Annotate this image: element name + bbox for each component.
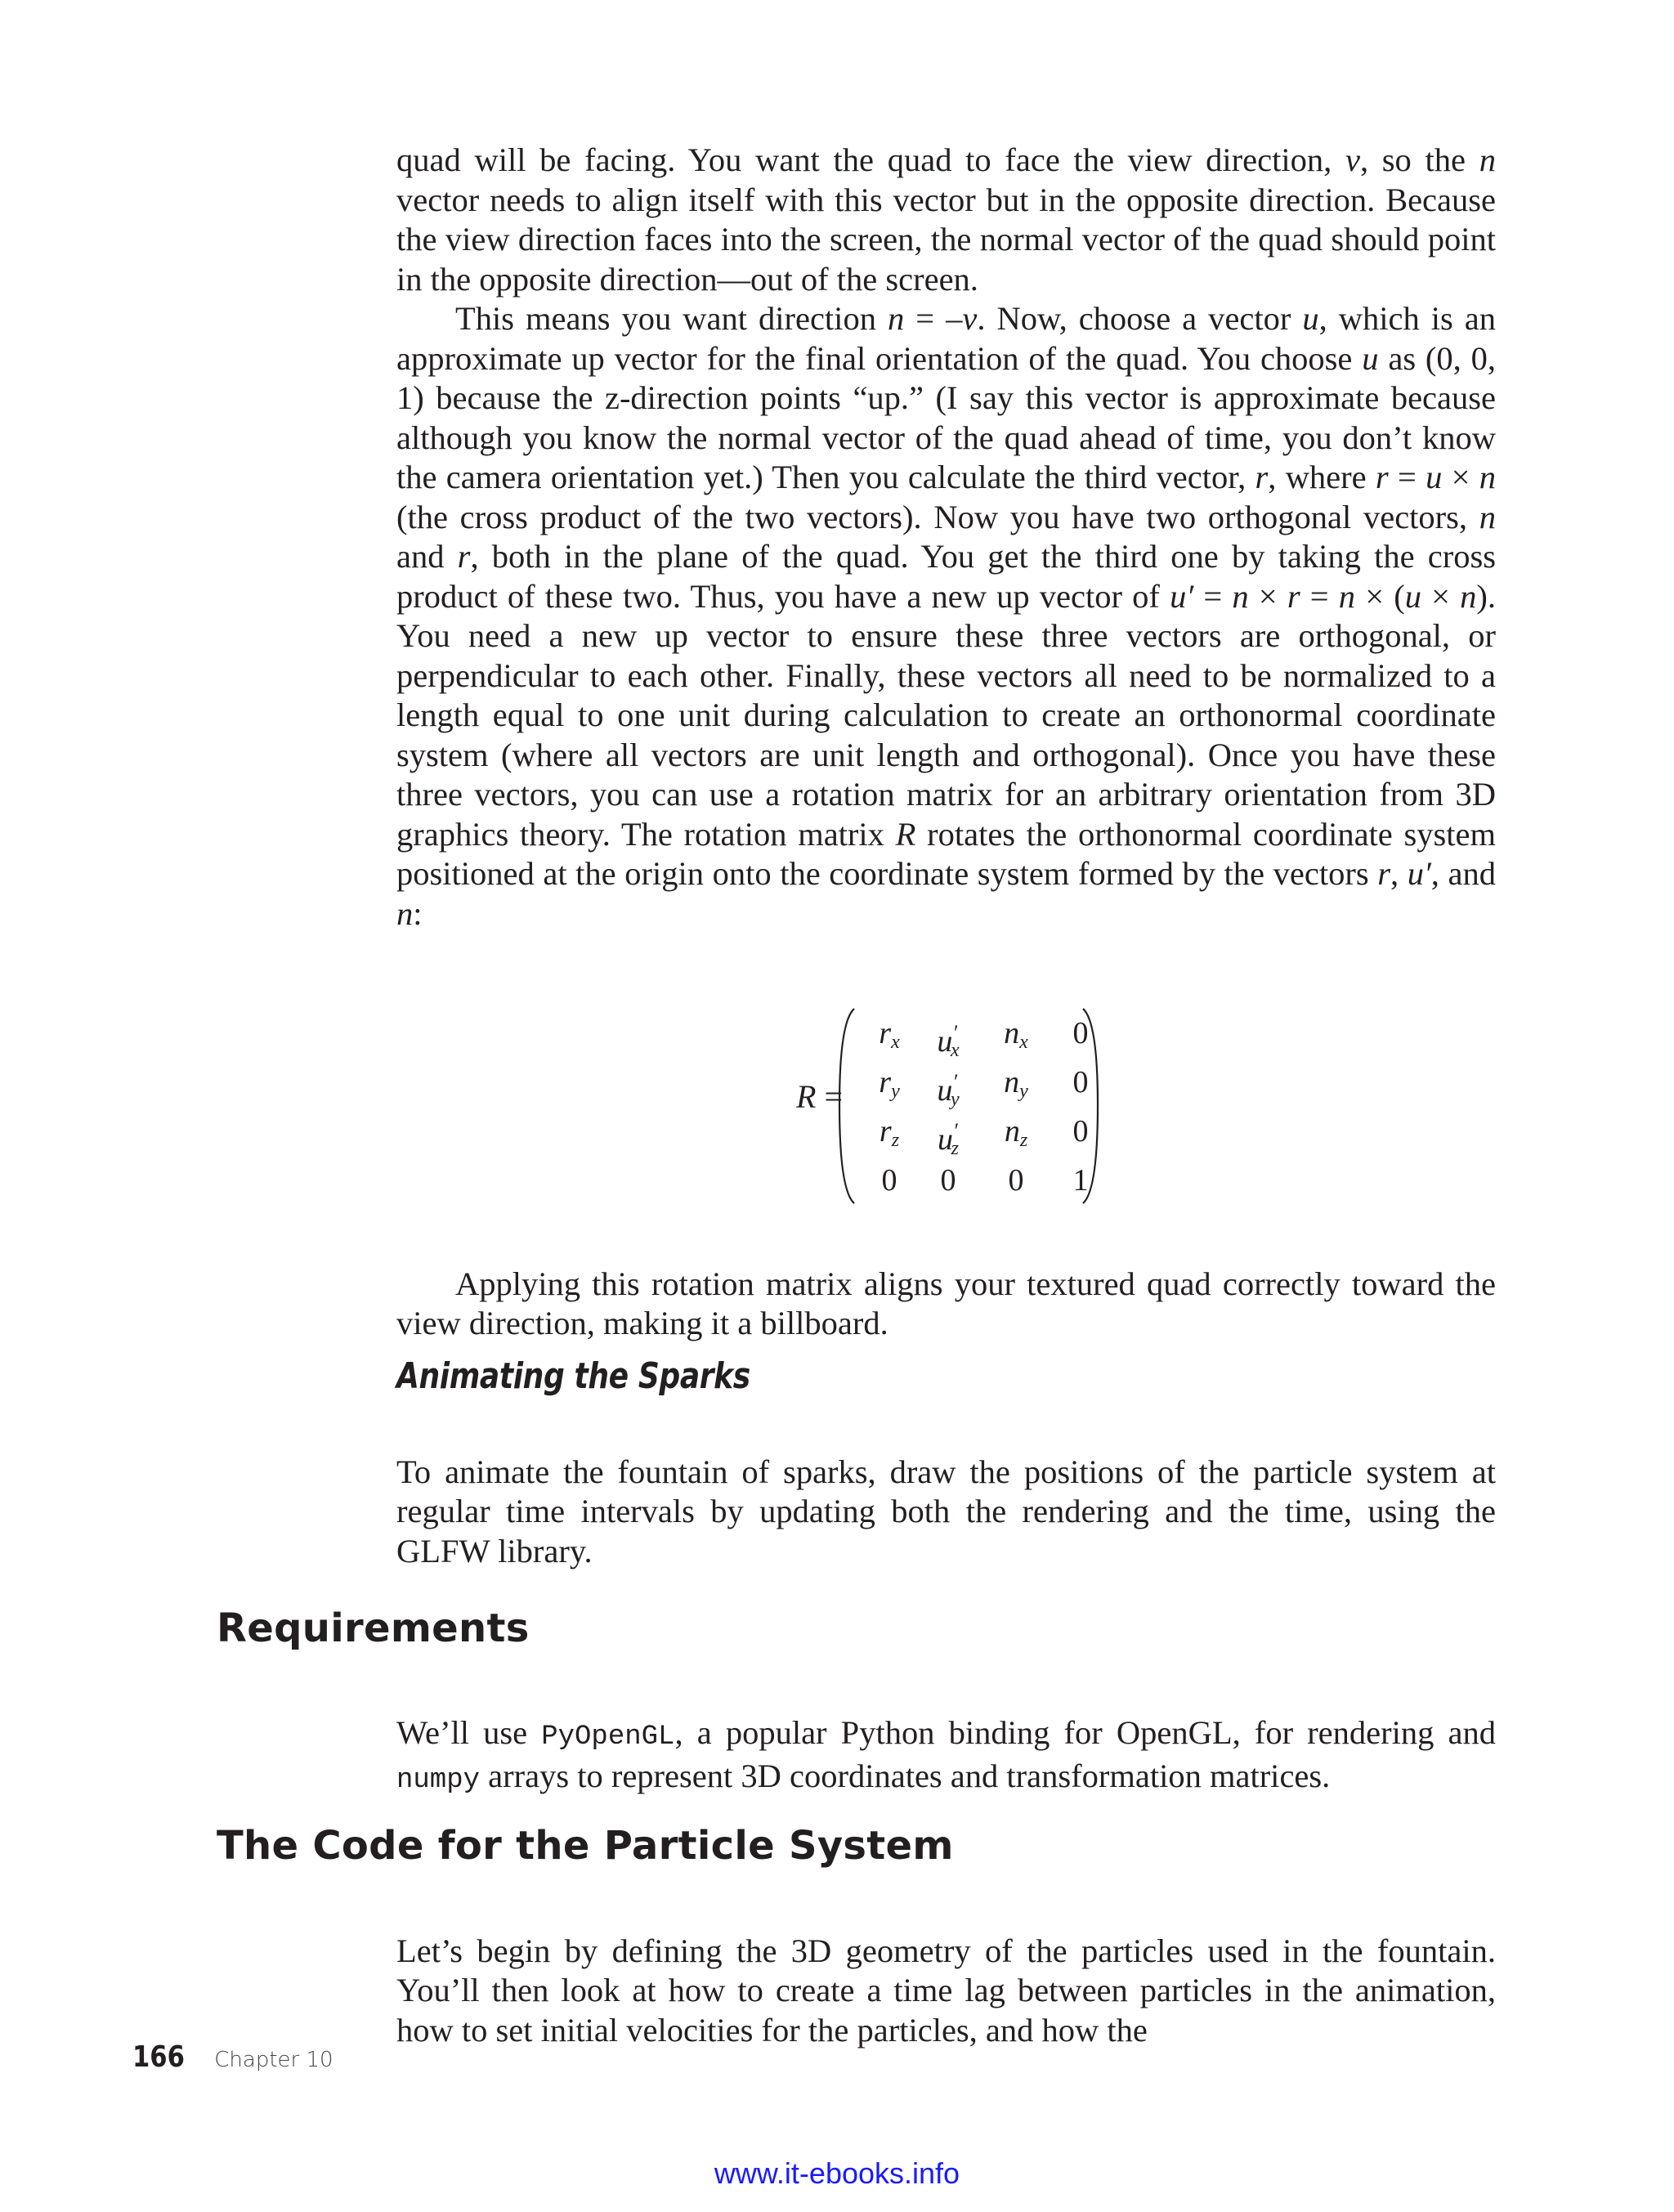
equals-sign: = [824, 1078, 843, 1115]
matrix-cell-r3c2: $u'_z$ [937, 1119, 960, 1159]
rotation-matrix [838, 1005, 1099, 1206]
matrix-cell-r3c4: 0 [1072, 1114, 1089, 1149]
text-run: , and [1430, 855, 1496, 892]
matrix-cell-r2c1: $r_y$ [879, 1065, 900, 1102]
chapter-label: Chapter 10 [214, 2048, 333, 2072]
matrix-cell-r4c3: 0 [1008, 1163, 1024, 1198]
matrix-cell-r1c3: $n_x$ [1004, 1016, 1028, 1053]
math-u: u [1404, 577, 1421, 615]
math-r: r [1287, 577, 1300, 615]
text-run: , where [1268, 459, 1376, 495]
watermark-url[interactable]: www.it-ebooks.info [714, 2156, 960, 2190]
code-pyopengl: PyOpenGL [541, 1721, 675, 1753]
matrix-cell-r2c2: $u'_y$ [937, 1070, 960, 1110]
matrix-cell-r1c4: 0 [1072, 1016, 1089, 1050]
math-n: n [1460, 577, 1477, 615]
text-run: , so the [1359, 141, 1479, 178]
math-n: n [396, 894, 414, 932]
text-run: × [1442, 459, 1479, 495]
matrix-cell-r1c2: $u'_x$ [937, 1021, 960, 1061]
text-run: = – [904, 300, 963, 337]
text-run: vector needs to align itself with this vector but in the opposite direction. Because the view direction faces into the screen, the normal vector of the quad should point in the opposite direction—out of the screen. [396, 181, 1496, 298]
paragraph-direction [396, 299, 1496, 934]
text-run: × [1421, 577, 1461, 615]
text-run: : [413, 894, 423, 932]
text-run: , [1390, 855, 1408, 892]
text-run: . Now, choose a vector [977, 300, 1303, 337]
math-u: u [1302, 300, 1319, 337]
left-paren [839, 1009, 854, 1203]
matrix-label [796, 1077, 843, 1116]
text-run: = [1193, 577, 1233, 615]
text-run: × [1248, 577, 1287, 615]
page-footer [132, 2040, 333, 2074]
text-run: as (0, 0, 1) because the z-direction points “up.” (I say this vector is approximate because although you know the normal vector of the quad ahead of time, you don’t know the camera orientation yet.) Then you calculate the third vector, [396, 339, 1496, 495]
matrix-cell-r3c1: $r_z$ [879, 1114, 900, 1151]
matrix-cell-r1c1: $r_x$ [879, 1016, 900, 1053]
math-R: R [895, 815, 916, 853]
text-run: (the cross product of the two vectors). Now you have two orthogonal vectors, [396, 498, 1479, 535]
math-n: n [1338, 577, 1356, 615]
math-r: r [457, 538, 471, 575]
math-r: r [1255, 459, 1269, 495]
math-u-prime: u′ [1407, 855, 1431, 892]
code-numpy: numpy [396, 1765, 481, 1796]
math-n: n [1479, 498, 1496, 535]
math-v: v [1345, 141, 1360, 178]
math-n: n [887, 300, 905, 337]
text-run: , which is an approximate up vector for the final orientation of the quad. You choose [396, 300, 1497, 377]
math-r: r [1377, 855, 1390, 892]
matrix-cell-r4c2: 0 [940, 1163, 956, 1198]
text-run: , both in the plane of the quad. You get the third one by taking the cross product of these two. Thus, you have a new up vector of [396, 538, 1496, 615]
heading-code-particle-system: The Code for the Particle System [217, 1823, 954, 1869]
math-u-prime: u′ [1170, 577, 1194, 615]
text-run: rotates the orthonormal coordinate system positioned at the origin onto the coordinate system formed by the vectors [396, 815, 1496, 892]
text-run: arrays to represent 3D coordinates and transformation matrices. [480, 1758, 1331, 1794]
matrix-cell-r2c4: 0 [1072, 1065, 1089, 1099]
math-v: v [962, 300, 978, 337]
paragraph-code-intro: Let’s begin by defining the 3D geometry of the particles used in the fountain. You’ll then look at how to create a time lag between particles in the animation, how to set initial velocities for the particles, and how the [396, 1932, 1496, 2049]
text-run: This means you want direction [455, 300, 888, 337]
math-n: n [1232, 577, 1249, 615]
text-run: = [1388, 459, 1426, 495]
paragraph-requirements [396, 1713, 1496, 1801]
text-run: quad will be facing. You want the quad to face the view direction, [396, 141, 1345, 178]
text-run: We’ll use [396, 1713, 542, 1751]
math-u: u [1426, 459, 1443, 495]
body-paragraph-intro [396, 141, 1496, 934]
paragraph-animate: To animate the fountain of sparks, draw the positions of the particle system at regular time intervals by updating both the rendering and the time, using the GLFW library. [396, 1453, 1496, 1569]
math-n: n [1479, 459, 1496, 495]
page-number: 166 [132, 2040, 185, 2074]
text-run: , a popular Python binding for OpenGL, for rendering and [674, 1713, 1496, 1751]
matrix-cell-r3c3: $n_z$ [1004, 1114, 1028, 1151]
paragraph-quad-facing [396, 141, 1496, 299]
text-run: ). You need a new up vector to ensure these three vectors are orthogonal, or perpendicular to each other. Finally, these vectors all need to be normalized to a length equal to one unit during calculation to create an orthonormal coordinate system (where all vectors are unit length and orthogonal). Once you have these three vectors, you can use a rotation matrix for an arbitrary orientation from 3D graphics theory. The rotation matrix [396, 577, 1496, 853]
heading-requirements: Requirements [217, 1605, 530, 1651]
math-n: n [1479, 141, 1496, 178]
subheading-animating-sparks: Animating the Sparks [396, 1355, 750, 1397]
math-u: u [1362, 339, 1379, 377]
matrix-cell-r4c1: 0 [881, 1163, 897, 1198]
paragraph-billboard: Applying this rotation matrix aligns your textured quad correctly toward the view direction, making it a billboard. [396, 1265, 1496, 1341]
text-run: × ( [1355, 577, 1405, 615]
matrix-name: R [796, 1078, 817, 1115]
matrix-cell-r4c4: 1 [1072, 1163, 1089, 1198]
matrix-cell-r2c3: $n_y$ [1004, 1065, 1028, 1102]
math-r: r [1375, 459, 1389, 495]
text-run: and [396, 538, 458, 575]
text-run: = [1300, 577, 1339, 615]
